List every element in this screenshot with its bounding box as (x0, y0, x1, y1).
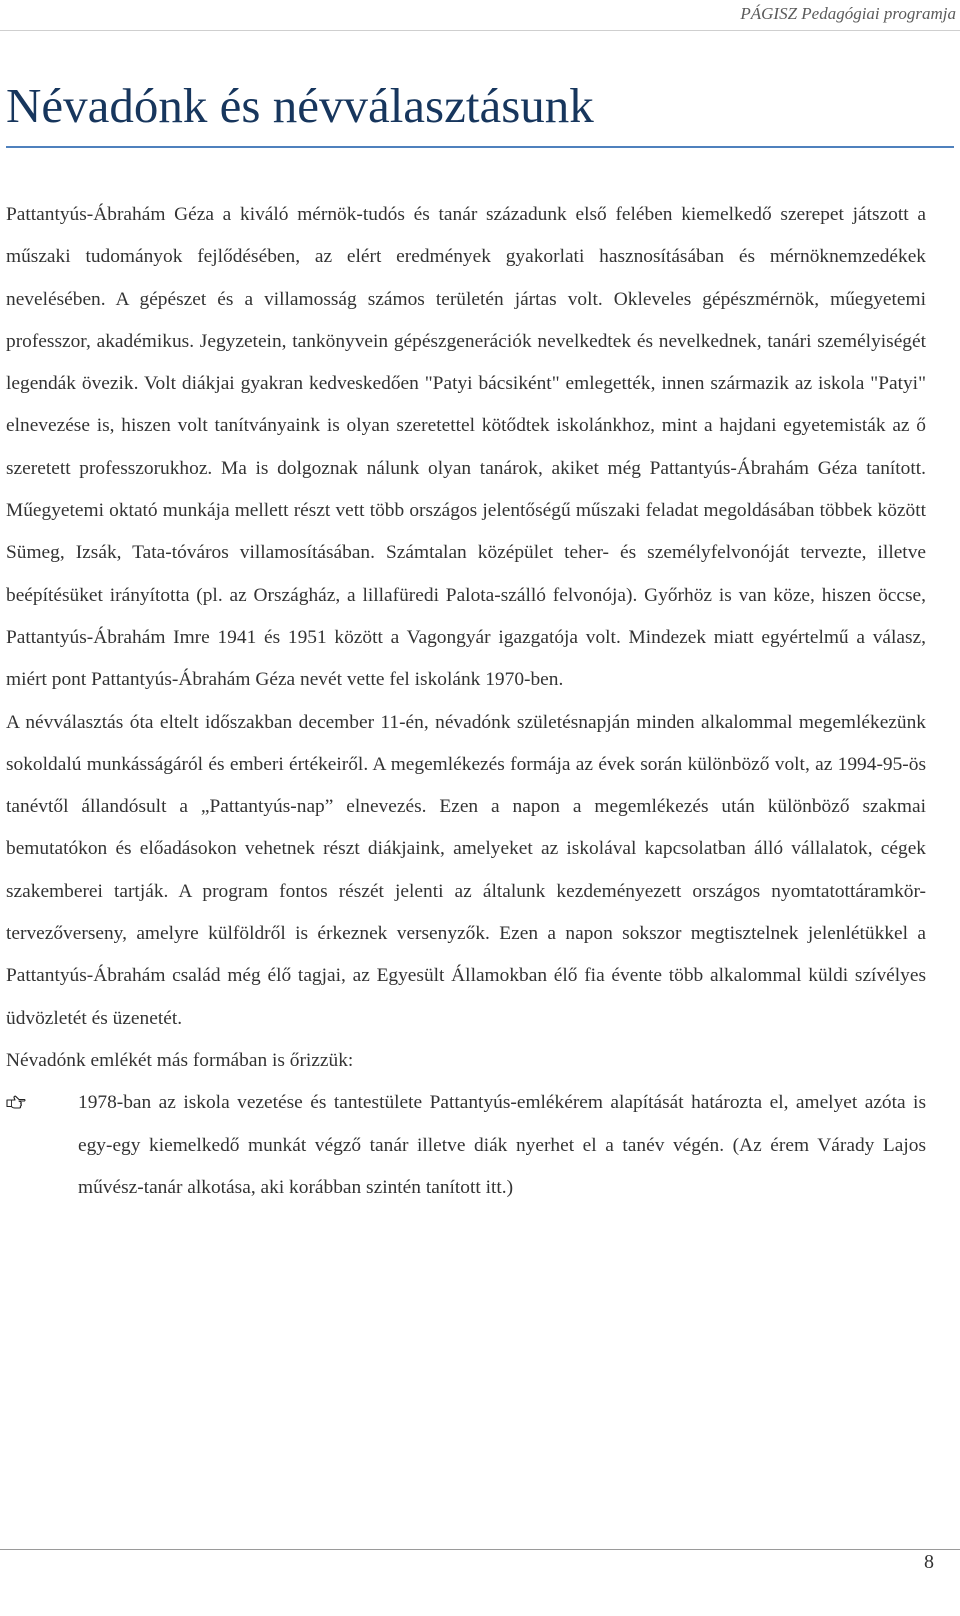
document-body (6, 194, 926, 1209)
running-header-title: PÁGISZ Pedagógiai programja (740, 4, 956, 23)
list-item (6, 1082, 926, 1209)
paragraph-commemoration: A névválasztás óta eltelt időszakban december 11-én, névadónk születésnapján minden alkalommal megemlékezünk sokoldalú munkásságáról és emberi értékeiről. A megemlékezés formája az évek során különböző volt, az 1994-95-ös tanévtől állandósult a „Pattantyús-nap” elnevezés. Ezen a napon a megemlékezés után különböző szakmai bemutatókon és előadásokon vehetnek részt diákjaink, amelyeket az iskolával kapcsolatban álló vállalatok, cégek szakemberei tartják. A program fontos részét jelenti az általunk kezdeményezett országos nyomtatottáramkör-tervezőverseny, amelyre külföldről is érkeznek versenyzők. Ezen a napon sokszor megtisztelnek jelenlétükkel a Pattantyús-Ábrahám család még élő tagjai, az Egyesült Államokban élő fia évente több alkalommal küldi szívélyes üdvözletét és üzenetét. (6, 711, 926, 1029)
paragraph-biography: Pattantyús-Ábrahám Géza a kiváló mérnök-tudós és tanár századunk első felében kiemelkedő szerepet játszott a műszaki tudományok fejlődésében, az elért eredmények gyakorlati hasznosításában és mérnöknemzedékek nevelésében. A gépészet és a villamosság számos területén jártas volt. Okleveles gépészmérnök, műegyetemi professzor, akadémikus. Jegyzetein, tankönyvein gépészgenerációk nevelkedtek és nevelkednek, tanári személyiségét legendák övezik. Volt diákjai gyakran kedveskedően "Patyi bácsiként" emlegették, innen származik az iskola "Patyi" elnevezése is, hiszen volt tanítványaink is olyan szeretettel kötődtek iskolánkhoz, mint a hajdani egyetemisták az ő szeretett professzorukhoz. Ma is dolgoznak nálunk olyan tanárok, akiket még Pattantyús-Ábrahám Géza tanított. Műegyetemi oktató munkája mellett részt vett több országos jelentőségű műszaki feladat megoldásában többek között Sümeg, Izsák, Tata-tóváros villamosításában. Számtalan középület teher- és személyfelvonóját tervezte, illetve beépítésüket irányította (pl. az Országház, a lillafüredi Palota-szálló felvonója). Győrhöz is van köze, hiszen öccse, Pattantyús-Ábrahám Imre 1941 és 1951 között a Vagongyár igazgatója volt. Mindezek miatt egyértelmű a válasz, miért pont Pattantyús-Ábrahám Géza nevét vette fel iskolánk 1970-ben. (6, 204, 926, 691)
page-number: 8 (924, 1551, 934, 1573)
running-header (0, 0, 960, 31)
list-item-text: 1978-ban az iskola vezetése és tantestülete Pattantyús-emlékérem alapítását határozta el, amelyet azóta is egy-egy kiemelkedő munkát végző tanár illetve diák nyerhet el a tanév végén. (Az érem Várady Lajos művész-tanár alkotása, aki korábban szintén tanított itt.) (78, 1092, 926, 1198)
page-title: Névadónk és névválasztásunk (6, 74, 954, 148)
pointing-hand-icon (6, 1082, 78, 1124)
footer-rule (0, 1549, 960, 1550)
paragraph-memory-intro: Névadónk emlékét más formában is őrizzük: (6, 1049, 354, 1071)
